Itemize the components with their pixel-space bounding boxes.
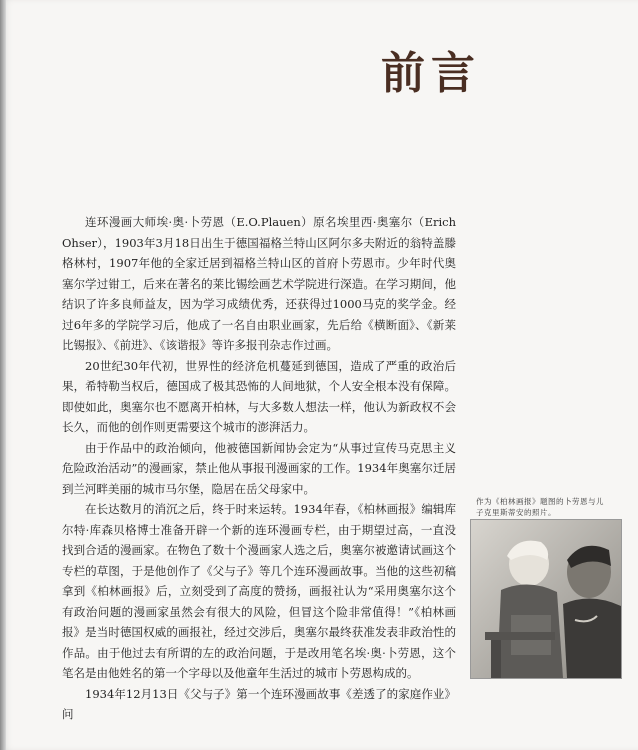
page-title: 前言 (381, 48, 481, 99)
paragraph-2: 20世纪30年代初，世界性的经济危机蔓延到德国，造成了严重的政治后果，希特勒当权后，德国成了极其恐怖的人间地狱，个人安全根本没有保障。即使如此，奥塞尔也不愿离开柏林，与大多数人想法一样，他认为新政权不会长久，而他的创作则更需要这个城市的澎湃活力。 (62, 358, 456, 434)
paragraph-5: 1934年12月13日《父与子》第一个连环漫画故事《差透了的家庭作业》问 (62, 686, 456, 721)
paragraph-4: 在长达数月的消沉之后，终于时来运转。1934年春，《柏林画报》编辑库尔特·库森贝格博士准备开辟一个新的连环漫画专栏，由于期望过高，一直没找到合适的漫画家。在物色了数十个漫画家人选之后，奥塞尔被邀请试画这个专栏的草图，于是他创作了《父与子》等几个连环漫画故事。当他的这些初稿拿到《柏林画报》后，立刻受到了高度的赞扬，画报社认为“采用奥塞尔这个有政治问题的漫画家虽然会有很大的风险，但冒这个险非常值得！”《柏林画报》是当时德国权威的画报社，经过交涉后，奥塞尔最终获准发表非政治性的作品。由于他过去有所谓的左的政治问题，于是改用笔名埃·奥·卜劳恩，这个笔名是由他姓名的第一个字母以及他童年生活过的城市卜劳恩构成的。 (62, 502, 456, 680)
photo-caption: 作为《柏林画报》题图的卜劳恩与儿子克里斯蒂安的照片。 (476, 497, 604, 517)
paragraph-1: 连环漫画大师埃·奥·卜劳恩（E.O.Plauen）原名埃里西·奥塞尔（Erich Ohser），1903年3月18日出生于德国福格兰特山区阿尔多夫附近的翁特盖滕格林村，1907年他的全家迁居到福格兰特山区的首府卜劳恩市。少年时代奥塞尔学过钳工，后来在著名的莱比锡绘画艺术学院进行深造。在学习期间，他结识了许多良师益友，因为学习成绩优秀，还获得过1000马克的奖学金。经过6年多的学院学习后，他成了一名自由职业画家，先后给《横断面》、《新莱比锡报》、《前进》、《该谐报》等许多报刊杂志作过画。 (62, 215, 456, 352)
paragraph-3: 由于作品中的政治倾向，他被德国新闻协会定为“从事过宣传马克思主义危险政治活动”的漫画家，禁止他从事报刊漫画家的工作。1934年奥塞尔迁居到兰河畔美丽的城市马尔堡，隐居在岳父母家中。 (62, 440, 456, 496)
body-text (62, 212, 456, 725)
binding-edge (0, 0, 6, 750)
photo-illustration (471, 520, 621, 678)
photo-father-and-son (471, 520, 621, 678)
